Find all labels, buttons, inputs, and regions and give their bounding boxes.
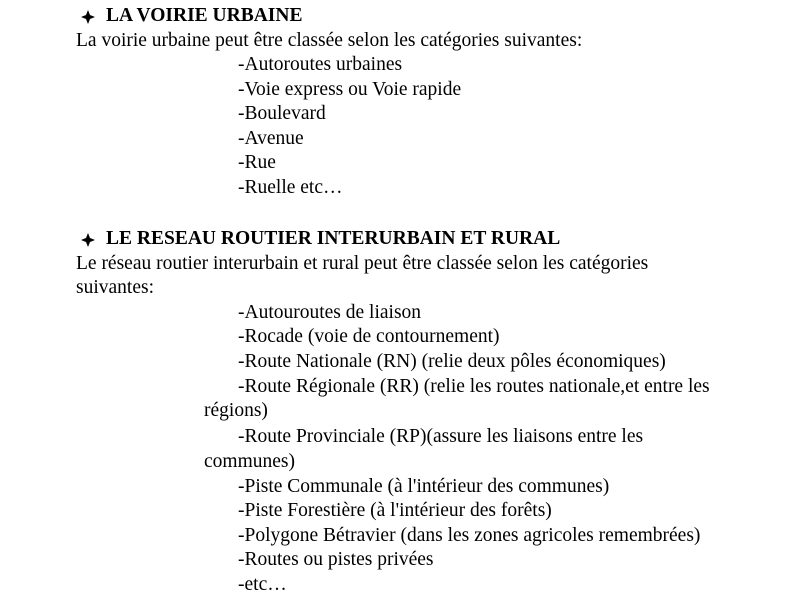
list-item: -etc…	[238, 574, 287, 595]
list-item: -Routes ou pistes privées	[238, 549, 434, 570]
list-item: -Autoroutes urbaines	[238, 54, 403, 75]
list-item: -Rue	[238, 152, 276, 173]
list-item-continuation: communes)	[204, 451, 295, 472]
list-item: -Route Nationale (RN) (relie deux pôles économiques)	[238, 351, 666, 372]
section-heading: LE RESEAU ROUTIER INTERURBAIN ET RURAL	[106, 228, 561, 249]
list-item: -Piste Communale (à l'intérieur des communes)	[238, 476, 610, 497]
list-item: -Boulevard	[238, 103, 326, 124]
list-item: -Piste Forestière (à l'intérieur des forêts)	[238, 500, 552, 521]
list-item: -Polygone Bétravier (dans les zones agricoles remembrées)	[238, 525, 701, 546]
section-intro: suivantes:	[76, 277, 154, 298]
list-item-continuation: régions)	[204, 400, 268, 421]
list-item: -Route Régionale (RR) (relie les routes nationale,et entre les	[238, 376, 710, 397]
diamond-bullet-icon	[80, 9, 96, 25]
section-intro: La voirie urbaine peut être classée selon les catégories suivantes:	[76, 30, 583, 51]
list-item: -Ruelle etc…	[238, 177, 343, 198]
list-item: -Avenue	[238, 128, 304, 149]
list-item: -Voie express ou Voie rapide	[238, 79, 462, 100]
list-item: -Autouroutes de liaison	[238, 302, 422, 323]
list-item: -Rocade (voie de contournement)	[238, 326, 500, 347]
section-heading: LA VOIRIE URBAINE	[106, 5, 303, 26]
section-intro: Le réseau routier interurbain et rural peut être classée selon les catégories	[76, 253, 649, 274]
list-item: -Route Provinciale (RP)(assure les liaisons entre les	[238, 426, 644, 447]
diamond-bullet-icon	[80, 232, 96, 248]
